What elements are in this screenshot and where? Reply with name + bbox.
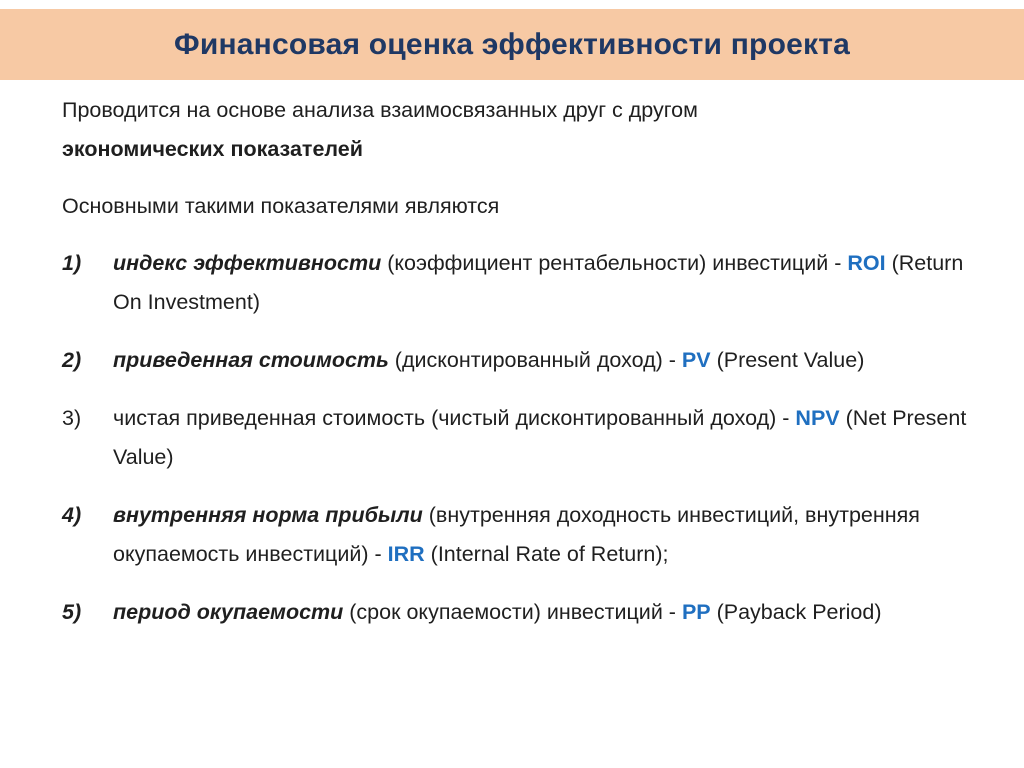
- item-description: (внутренняя доходность инвестиций, внутренняя окупаемость инвестиций) -: [113, 503, 920, 566]
- list-item: [62, 593, 982, 632]
- item-abbreviation: IRR: [387, 542, 425, 566]
- item-abbreviation: NPV: [795, 406, 840, 430]
- item-text: [113, 399, 982, 477]
- title-bar: [0, 9, 1024, 80]
- item-abbreviation: PP: [681, 600, 711, 624]
- item-number: 4): [62, 503, 82, 527]
- item-description: (дисконтированный доход) -: [388, 348, 682, 372]
- main-paragraph: Основными такими показателями являются: [62, 194, 500, 218]
- item-term: индекс эффективности: [113, 251, 382, 275]
- item-expansion: (Return On Investment): [113, 251, 964, 314]
- item-number: 2): [62, 348, 82, 372]
- intro-paragraph: [62, 91, 982, 169]
- slide-content: [62, 91, 982, 632]
- list-item: [62, 496, 982, 574]
- item-abbreviation: ROI: [847, 251, 886, 275]
- slide-title: Финансовая оценка эффективности проекта: [174, 27, 850, 61]
- item-description: (коэффициент рентабельности) инвестиций -: [381, 251, 848, 275]
- item-expansion: (Payback Period): [710, 600, 882, 624]
- item-expansion: (Present Value): [710, 348, 865, 372]
- item-term: приведенная стоимость: [113, 348, 389, 372]
- list-item: [62, 399, 982, 477]
- item-number: 5): [62, 600, 82, 624]
- intro-text: Проводится на основе анализа взаимосвязанных друг с другом: [62, 98, 698, 122]
- item-text: [113, 244, 982, 322]
- intro-bold-text: экономических показателей: [62, 137, 363, 161]
- item-expansion: (Net Present Value): [113, 406, 967, 469]
- item-number: 3): [62, 406, 82, 430]
- item-expansion: (Internal Rate of Return);: [424, 542, 669, 566]
- item-term: внутренняя норма прибыли: [113, 503, 423, 527]
- item-description: (срок окупаемости) инвестиций -: [343, 600, 682, 624]
- item-term: период окупаемости: [113, 600, 344, 624]
- indicator-list: [62, 244, 982, 632]
- item-text: [113, 341, 982, 380]
- item-number: 1): [62, 251, 82, 275]
- item-text: [113, 593, 982, 632]
- list-item: [62, 244, 982, 322]
- item-abbreviation: PV: [681, 348, 711, 372]
- item-description: чистая приведенная стоимость (чистый дисконтированный доход) -: [113, 406, 796, 430]
- list-item: [62, 341, 982, 380]
- item-text: [113, 496, 982, 574]
